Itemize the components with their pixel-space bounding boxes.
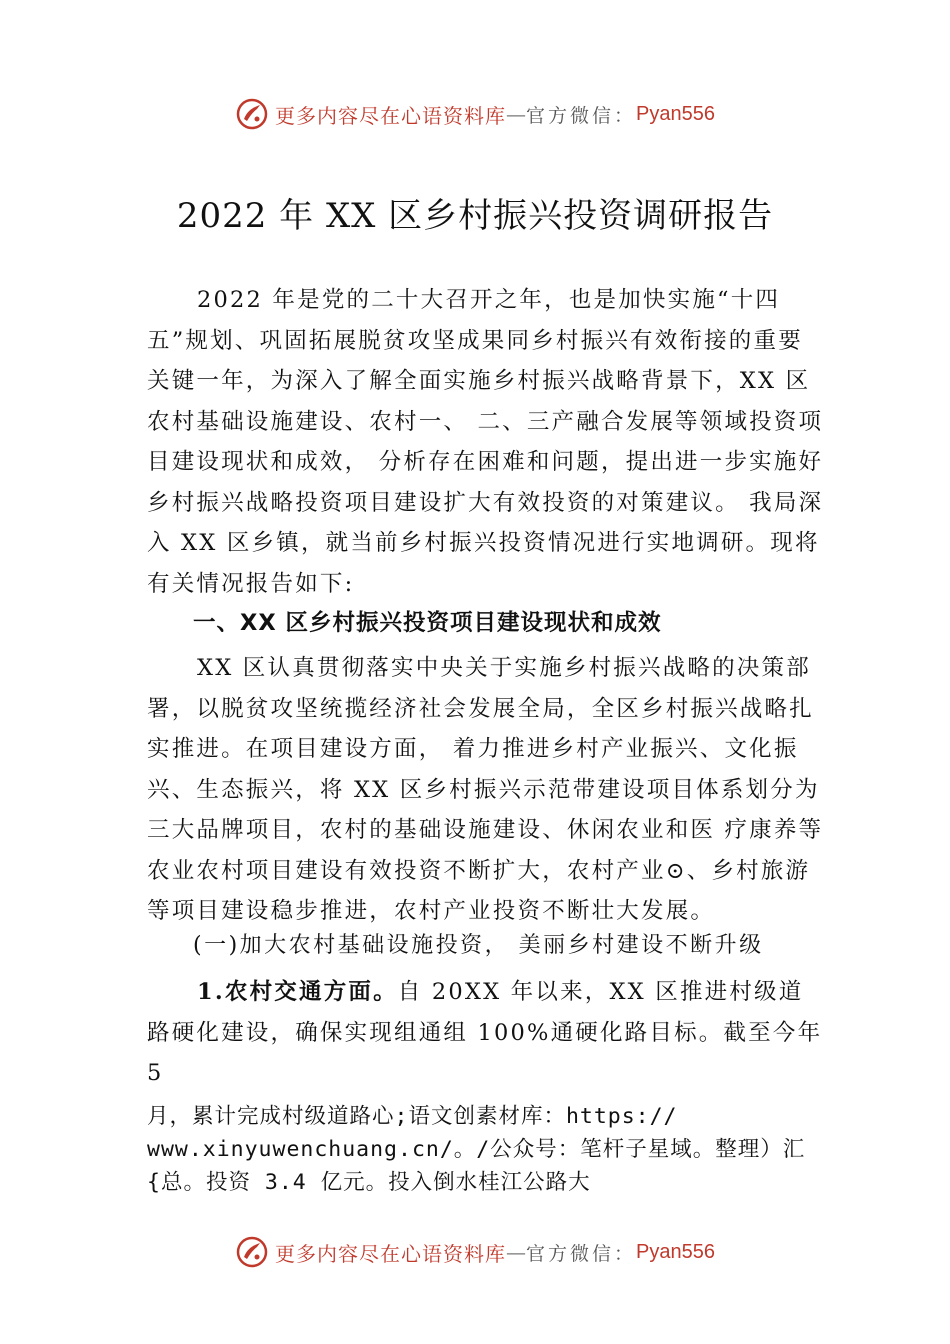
mono-line: 月，累计完成村级道路心;语文创素材库：https:// bbox=[147, 1104, 678, 1129]
paragraph-status bbox=[147, 648, 827, 932]
section-heading-1: 一、XX 区乡村振兴投资项目建设现状和成效 bbox=[193, 610, 662, 636]
mono-line: {总。投资 3.4 亿元。投入倒水桂江公路大 bbox=[147, 1170, 591, 1195]
document-title: 2022 年 XX 区乡村振兴投资调研报告 bbox=[176, 196, 774, 236]
watermark-separator: — bbox=[506, 102, 526, 126]
watermark-sub: 官方微信： bbox=[526, 104, 637, 127]
watermark-separator: — bbox=[506, 1240, 526, 1264]
watermark-id: Pyan556 bbox=[636, 1240, 715, 1263]
watermark-id: Pyan556 bbox=[636, 102, 715, 125]
brand-logo-icon bbox=[235, 1235, 269, 1269]
paragraph-status-text: XX 区认真贯彻落实中央关于实施乡村振兴战略的决策部署，以脱贫攻坚统揽经济社会发展全局，全区乡村振兴战略扎实推进。在项目建设方面， 着力推进乡村产业振兴、文化振兴、生态振兴，将 XX 区乡村振兴示范带建设项目体系划分为三大品牌项目，农村的基础设施建设、休闲农业和医 疗康养等农业农村项目建设有效投资不断扩大，农村产业⊙、乡村旅游等项目建设稳步推进，农村产业投资不断壮大发展。 bbox=[147, 655, 824, 924]
paragraph-intro bbox=[147, 280, 827, 604]
paragraph-transport-lead: 1.农村交通方面。 bbox=[197, 979, 398, 1005]
mono-line: www.xinyuwenchuang.cn/。/公众号：笔杆子星域。整理）汇 bbox=[147, 1137, 806, 1162]
watermark-footer bbox=[0, 1232, 950, 1272]
paragraph-intro-text: 2022 年是党的二十大召开之年，也是加快实施“十四五”规划、巩固拓展脱贫攻坚成果同乡村振兴有效衔接的重要关键一年，为深入了解全面实施乡村振兴战略背景下，XX 区农村基础设施建设、农村一、 二、三产融合发展等领域投资项目建设现状和成效， 分析存在困难和问题，提出进一步实施好乡村振兴战略投资项目建设扩大有效投资的对策建议。 我局深入 XX 区乡镇，就当前乡村振兴投资情况进行实地调研。现将有关情况报告如下: bbox=[147, 287, 824, 597]
mono-text-block bbox=[147, 1100, 827, 1199]
brand-logo-icon bbox=[235, 97, 269, 131]
subsection-heading-1: (一)加大农村基础设施投资， 美丽乡村建设不断升级 bbox=[193, 933, 764, 958]
paragraph-transport-text: 自 20XX 年以来，XX 区推进村级道路硬化建设，确保实现组通组 100%通硬化路目标。截至今年 5 bbox=[147, 979, 823, 1086]
paragraph-transport bbox=[147, 972, 827, 1094]
watermark-brand: 更多内容尽在心语资料库 bbox=[275, 103, 506, 128]
watermark-sub: 官方微信： bbox=[526, 1242, 637, 1265]
watermark-brand: 更多内容尽在心语资料库 bbox=[275, 1241, 506, 1266]
watermark-header bbox=[0, 94, 950, 134]
